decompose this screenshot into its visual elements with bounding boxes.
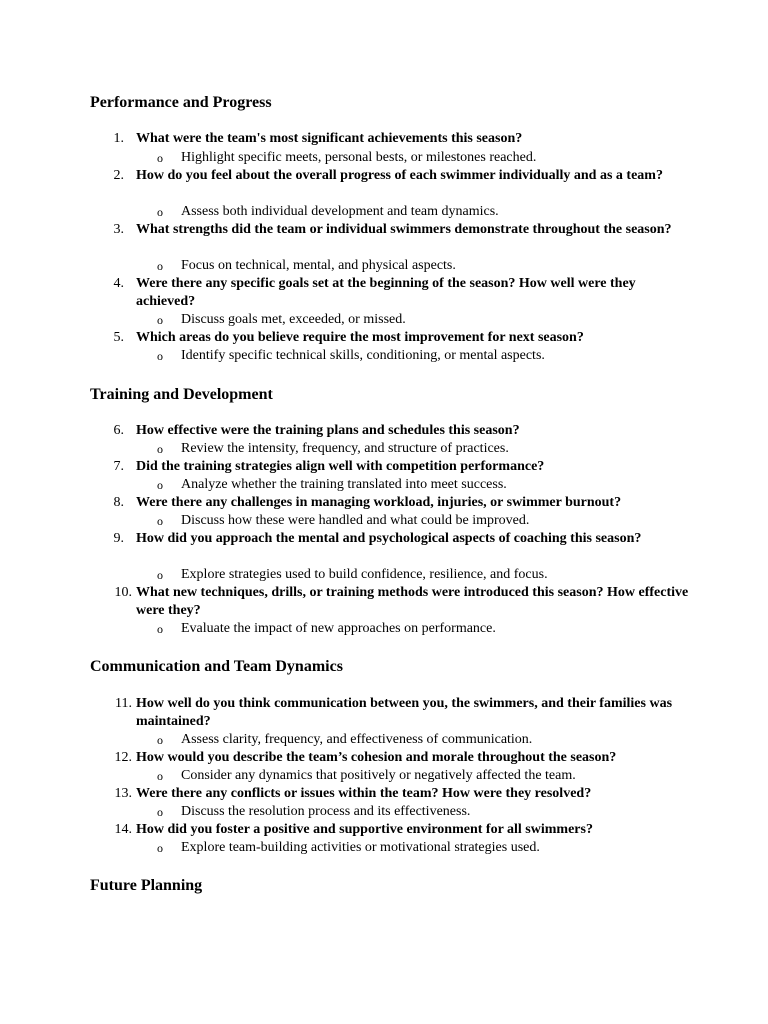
sub-point-text: Explore strategies used to build confidence, resilience, and focus. — [181, 567, 548, 582]
question-number: 6. — [113, 423, 124, 438]
question-number: 3. — [113, 222, 124, 237]
sub-point-text: Discuss the resolution process and its effectiveness. — [181, 804, 471, 819]
sub-bullet-marker: o — [157, 568, 163, 582]
question-text: What strengths did the team or individual swimmers demonstrate throughout the season? — [136, 222, 672, 237]
question-text: How did you foster a positive and supportive environment for all swimmers? — [136, 822, 593, 837]
question-text: What new techniques, drills, or training methods were introduced this season? How effective were they? — [136, 585, 689, 618]
section-heading-training: Training and Development — [90, 386, 273, 403]
sub-bullet-marker: o — [157, 733, 163, 747]
question-text: Which areas do you believe require the most improvement for next season? — [136, 330, 584, 345]
sub-bullet-marker: o — [157, 514, 163, 528]
sub-point-text: Focus on technical, mental, and physical aspects. — [181, 258, 456, 273]
sub-bullet-marker: o — [157, 442, 163, 456]
question-text: Were there any conflicts or issues within the team? How were they resolved? — [136, 786, 592, 801]
sub-point-text: Analyze whether the training translated into meet success. — [181, 477, 507, 492]
sub-point-text: Evaluate the impact of new approaches on performance. — [181, 621, 496, 636]
sub-bullet-marker: o — [157, 313, 163, 327]
question-number: 8. — [113, 495, 124, 510]
question-text: How did you approach the mental and psychological aspects of coaching this season? — [136, 531, 642, 546]
question-number: 10. — [114, 585, 132, 600]
section-heading-performance: Performance and Progress — [90, 94, 272, 111]
question-number: 12. — [114, 750, 132, 765]
question-number: 7. — [113, 459, 124, 474]
section-heading-future-planning: Future Planning — [90, 877, 203, 894]
sub-bullet-marker: o — [157, 478, 163, 492]
sub-bullet-marker: o — [157, 622, 163, 636]
sub-bullet-marker: o — [157, 205, 163, 219]
sub-bullet-marker: o — [157, 769, 163, 783]
question-text: Did the training strategies align well with competition performance? — [136, 459, 545, 474]
question-text: How effective were the training plans and schedules this season? — [136, 423, 520, 438]
sub-point-text: Review the intensity, frequency, and structure of practices. — [181, 441, 509, 456]
sub-bullet-marker: o — [157, 841, 163, 855]
question-number: 14. — [114, 822, 132, 837]
question-text: How well do you think communication between you, the swimmers, and their families was maintained? — [136, 696, 673, 729]
sub-bullet-marker: o — [157, 259, 163, 273]
sub-point-text: Discuss goals met, exceeded, or missed. — [181, 312, 406, 327]
sub-point-text: Identify specific technical skills, conditioning, or mental aspects. — [181, 348, 545, 363]
question-text: Were there any specific goals set at the beginning of the season? How well were they achieved? — [136, 276, 636, 309]
question-number: 1. — [113, 131, 124, 146]
question-number: 5. — [113, 330, 124, 345]
sub-point-text: Assess both individual development and team dynamics. — [181, 204, 499, 219]
question-number: 11. — [115, 696, 132, 711]
question-text: What were the team's most significant achievements this season? — [136, 131, 523, 146]
sub-point-text: Highlight specific meets, personal bests, or milestones reached. — [181, 150, 537, 165]
question-number: 4. — [113, 276, 124, 291]
sub-point-text: Consider any dynamics that positively or negatively affected the team. — [181, 768, 576, 783]
sub-point-text: Assess clarity, frequency, and effectiveness of communication. — [181, 732, 533, 747]
question-number: 9. — [113, 531, 124, 546]
section-heading-communication: Communication and Team Dynamics — [90, 658, 343, 675]
sub-bullet-marker: o — [157, 805, 163, 819]
question-number: 2. — [113, 168, 124, 183]
sub-bullet-marker: o — [157, 349, 163, 363]
question-number: 13. — [114, 786, 132, 801]
sub-point-text: Explore team-building activities or motivational strategies used. — [181, 840, 540, 855]
sub-point-text: Discuss how these were handled and what could be improved. — [181, 513, 530, 528]
question-text: Were there any challenges in managing workload, injuries, or swimmer burnout? — [136, 495, 622, 510]
question-text: How do you feel about the overall progress of each swimmer individually and as a team? — [136, 168, 663, 183]
question-text: How would you describe the team’s cohesion and morale throughout the season? — [136, 750, 617, 765]
sub-bullet-marker: o — [157, 151, 163, 165]
